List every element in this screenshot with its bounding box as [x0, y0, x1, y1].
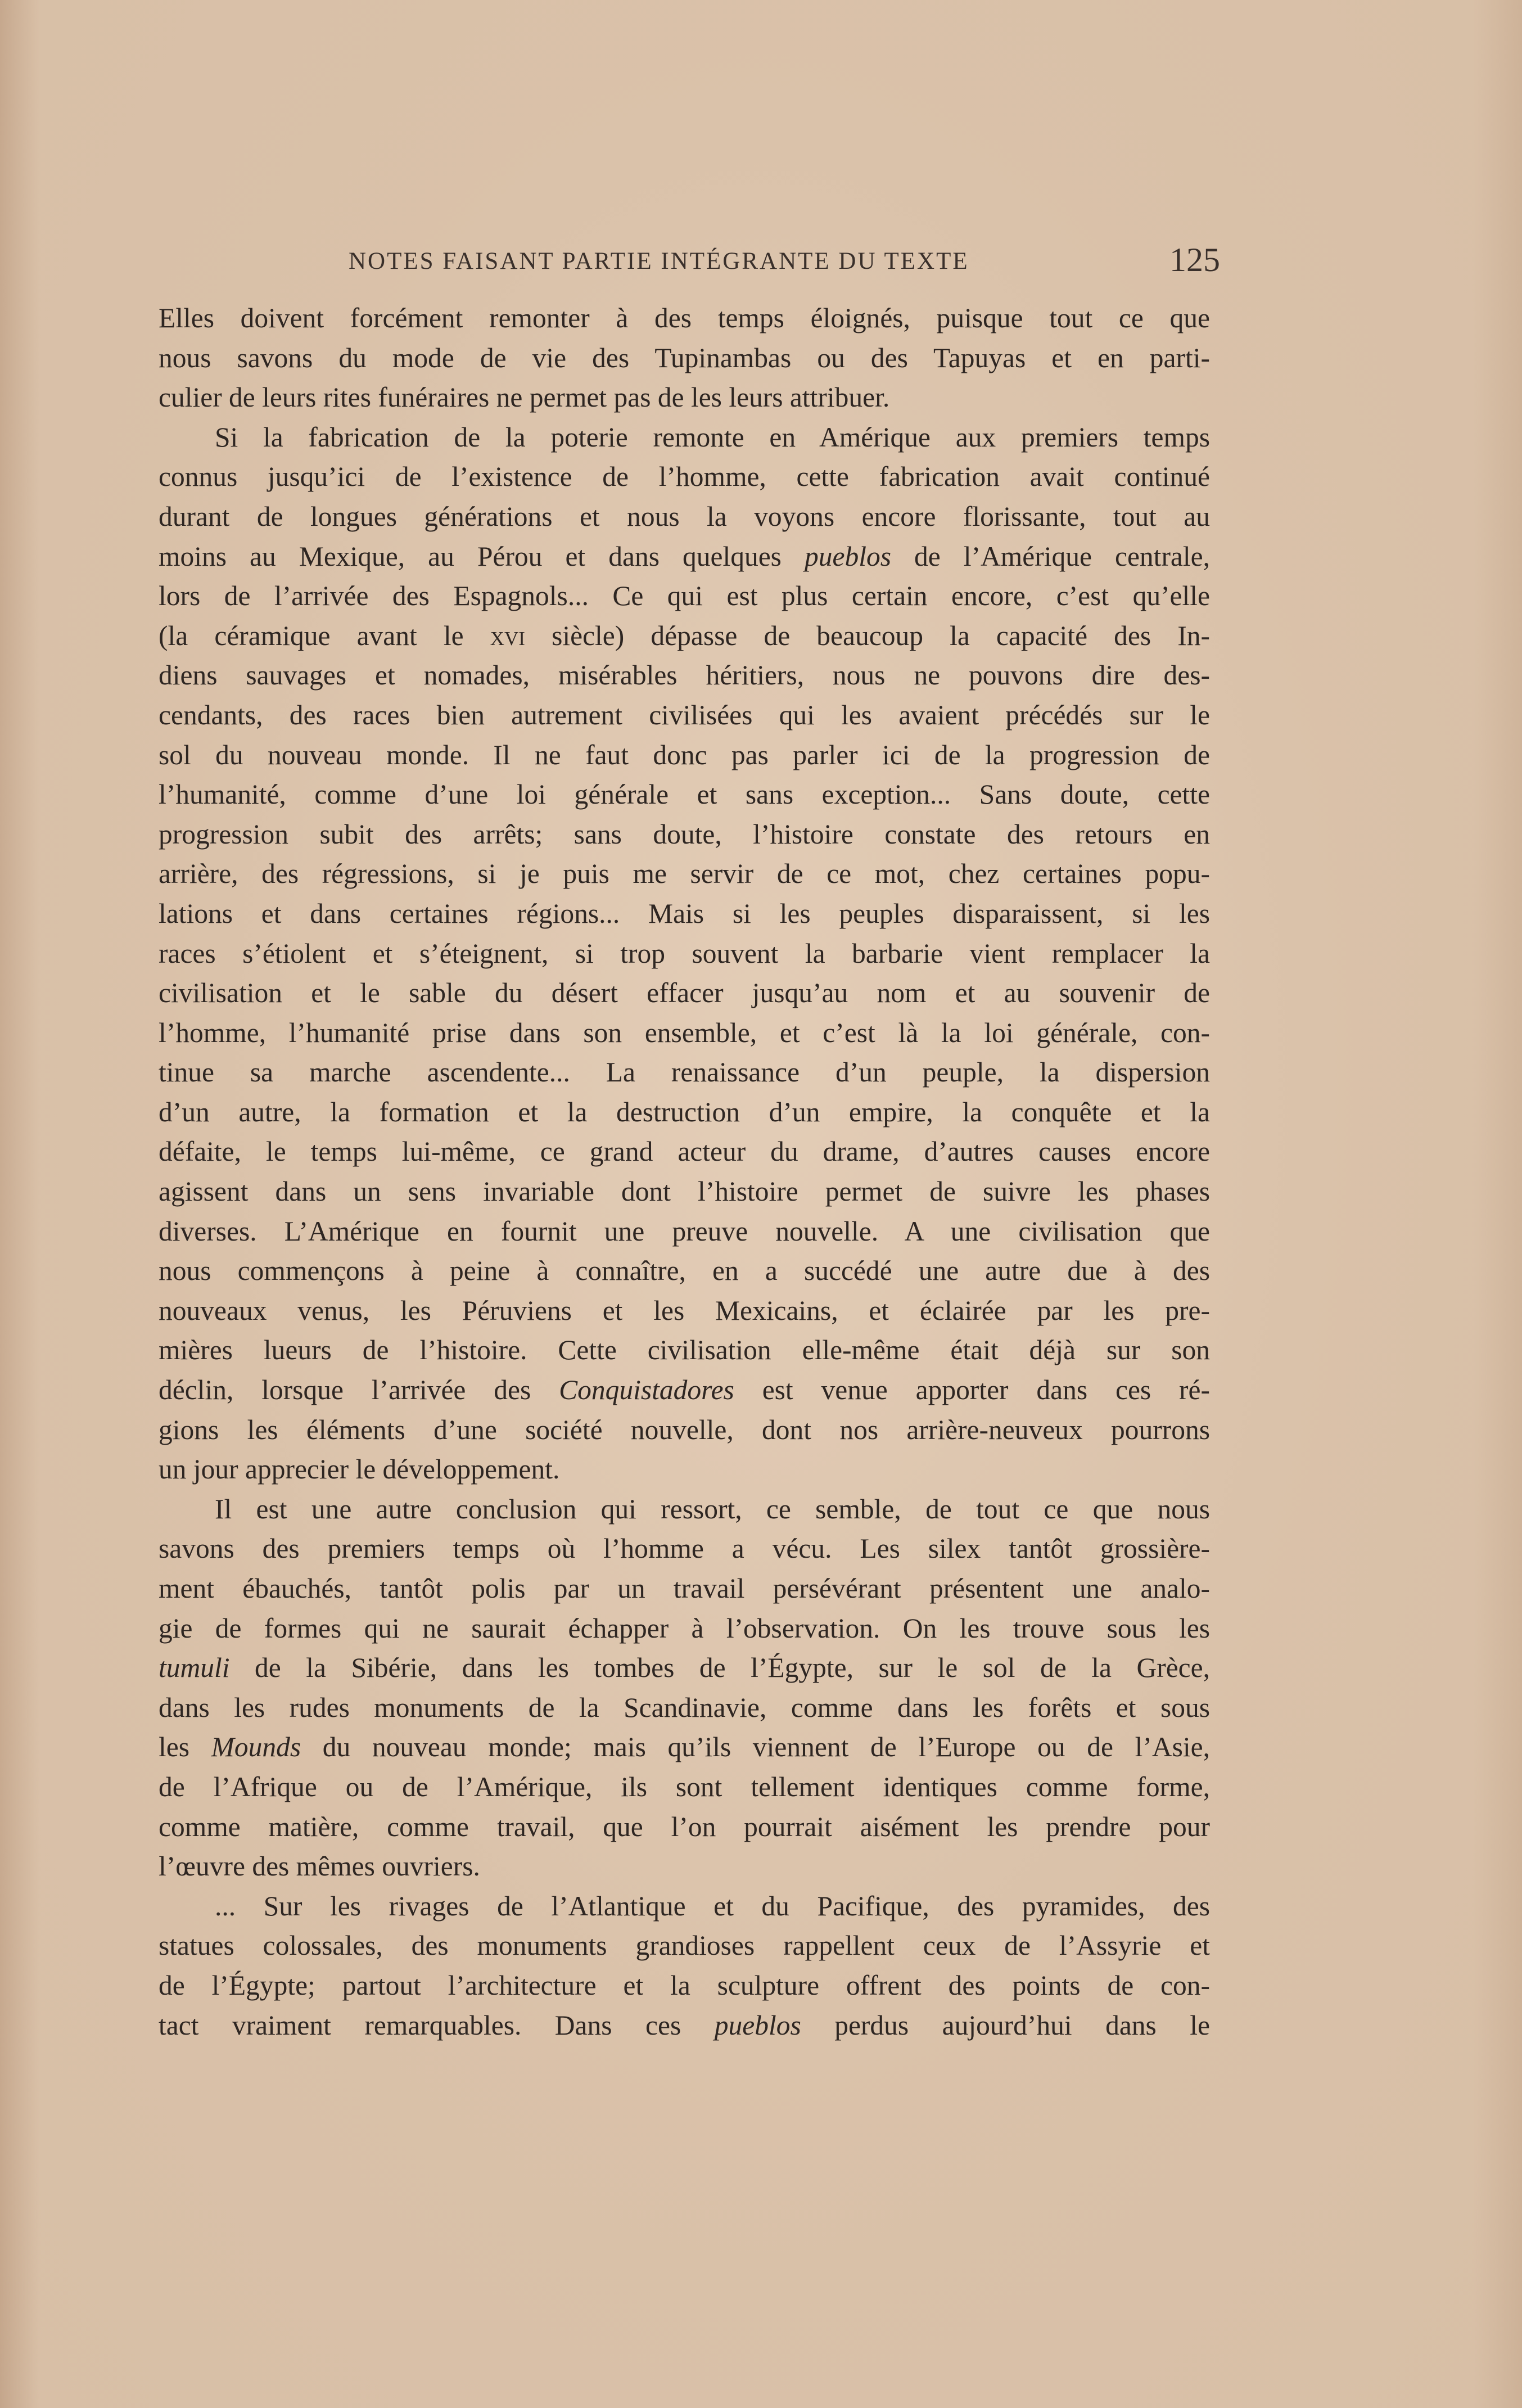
text-line: Il est une autre conclusion qui ressort, ce semble, de tout ce que nous: [215, 1493, 1210, 1525]
text-line: l’homme, l’humanité prise dans son ensemble, et c’est là la loi générale, con-: [159, 1017, 1210, 1048]
text-line: civilisation et le sable du désert effacer jusqu’au nom et au souvenir de: [159, 977, 1210, 1009]
text-line: gie de formes qui ne saurait échapper à l’observation. On les trouve sous les: [159, 1612, 1210, 1644]
text-line: de l’Égypte; partout l’architecture et la sculpture offrent des points de con-: [159, 1969, 1210, 2001]
text-line: progression subit des arrêts; sans doute, l’histoire constate des retours en: [159, 818, 1210, 850]
text-line: l’humanité, comme d’une loi générale et sans exception... Sans doute, cette: [159, 779, 1210, 810]
text-line: de l’Afrique ou de l’Amérique, ils sont tellement identiques comme forme,: [159, 1771, 1210, 1802]
text-line: Elles doivent forcément remonter à des temps éloignés, puisque tout ce que: [159, 303, 1210, 333]
text-line: connus jusqu’ici de l’existence de l’homme, cette fabrication avait continué: [159, 461, 1210, 493]
text-line: mières lueurs de l’histoire. Cette civilisation elle-même était déjà sur son: [159, 1334, 1210, 1366]
text-line: défaite, le temps lui-même, ce grand acteur du drame, d’autres causes encore: [159, 1136, 1210, 1167]
text-line: ... Sur les rivages de l’Atlantique et du Pacifique, des pyramides, des: [215, 1890, 1210, 1922]
text-line: déclin, lorsque l’arrivée des Conquistadores est venue apporter dans ces ré-: [159, 1374, 1210, 1406]
text-line: moins au Mexique, au Pérou et dans quelques pueblos de l’Amérique centrale,: [159, 540, 1210, 572]
body-text: [159, 299, 1210, 2045]
text-line: les Mounds du nouveau monde; mais qu’ils viennent de l’Europe ou de l’Asie,: [159, 1731, 1210, 1763]
text-line: arrière, des régressions, si je puis me servir de ce mot, chez certaines popu-: [159, 858, 1210, 890]
text-line: d’un autre, la formation et la destruction d’un empire, la conquête et la: [159, 1096, 1210, 1128]
text-line: lations et dans certaines régions... Mais si les peuples disparaissent, si les: [159, 898, 1210, 929]
text-line: tinue sa marche ascendente... La renaissance d’un peuple, la dispersion: [159, 1057, 1210, 1088]
text-line: sol du nouveau monde. Il ne faut donc pas parler ici de la progression de: [159, 739, 1210, 770]
text-line: l’œuvre des mêmes ouvriers.: [159, 1851, 480, 1882]
text-line: gions les éléments d’une société nouvelle, dont nos arrière-neuveux pourrons: [159, 1414, 1210, 1445]
text-line: diens sauvages et nomades, misérables héritiers, nous ne pouvons dire des-: [159, 660, 1210, 691]
text-line: dans les rudes monuments de la Scandinavie, comme dans les forêts et sous: [159, 1692, 1210, 1723]
text-line: statues colossales, des monuments grandioses rappellent ceux de l’Assyrie et: [159, 1930, 1210, 1961]
text-line: nouveaux venus, les Péruviens et les Mexicains, et éclairée par les pre-: [159, 1295, 1210, 1326]
text-line: comme matière, comme travail, que l’on pourrait aisément les prendre pour: [159, 1811, 1210, 1842]
text-line: (la céramique avant le xvi siècle) dépasse de beaucoup la capacité des In-: [159, 620, 1210, 651]
text-line: tact vraiment remarquables. Dans ces pueblos perdus aujourd’hui dans le: [159, 2009, 1211, 2041]
text-line: races s’étiolent et s’éteignent, si trop souvent la barbarie vient remplacer la: [159, 937, 1210, 969]
text-line: durant de longues générations et nous la voyons encore florissante, tout au: [159, 500, 1210, 532]
text-line: nous savons du mode de vie des Tupinambas ou des Tapuyas et en parti-: [159, 342, 1210, 373]
page-number: 125: [1169, 241, 1220, 278]
text-line: nous commençons à peine à connaître, en a succédé une autre due à des: [159, 1255, 1210, 1287]
text-line: savons des premiers temps où l’homme a vécu. Les silex tantôt grossière-: [159, 1533, 1210, 1564]
text-line: cendants, des races bien autrement civilisées qui les avaient précédés sur le: [159, 699, 1210, 730]
text-line: diverses. L’Amérique en fournit une preuve nouvelle. A une civilisation que: [159, 1215, 1210, 1247]
text-line: agissent dans un sens invariable dont l’histoire permet de suivre les phases: [159, 1176, 1210, 1207]
text-line: culier de leurs rites funéraires ne permet pas de les leurs attribuer.: [159, 382, 890, 413]
text-line: tumuli de la Sibérie, dans les tombes de l’Égypte, sur le sol de la Grèce,: [159, 1652, 1210, 1684]
running-head: [160, 241, 1220, 279]
text-line: un jour apprecier le développement.: [159, 1454, 560, 1485]
text-line: lors de l’arrivée des Espagnols... Ce qui est plus certain encore, c’est qu’elle: [159, 580, 1210, 612]
running-title: NOTES FAISANT PARTIE INTÉGRANTE DU TEXTE: [349, 248, 969, 274]
text-line: ment ébauchés, tantôt polis par un travail persévérant présentent une analo-: [159, 1573, 1210, 1604]
text-line: Si la fabrication de la poterie remonte en Amérique aux premiers temps: [215, 421, 1210, 453]
